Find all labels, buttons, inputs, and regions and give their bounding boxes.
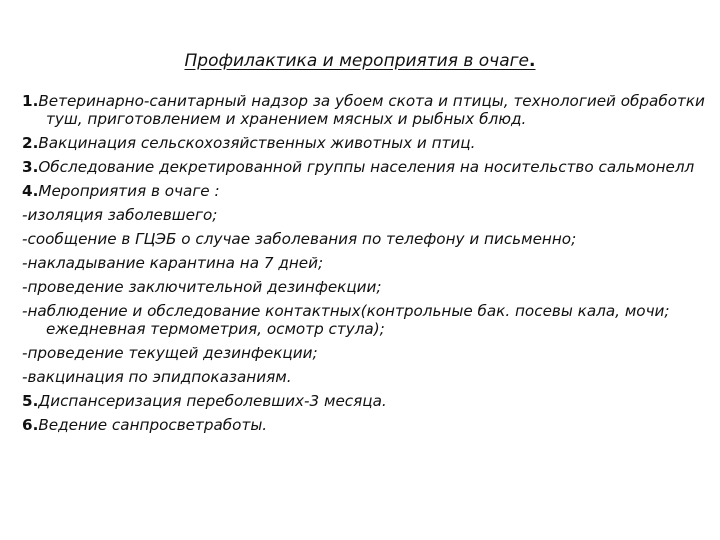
list-item	[22, 416, 712, 434]
item-text: -сообщение в ГЦЭБ о случае заболевания по телефону и письменно;	[22, 230, 577, 248]
item-number: 2.	[22, 134, 39, 152]
item-text: -вакцинация по эпидпоказаниям.	[22, 368, 292, 386]
item-text: -проведение заключительной дезинфекции;	[22, 278, 382, 296]
list-item	[22, 230, 712, 248]
item-number: 1.	[22, 92, 39, 110]
item-text: Обследование декретированной группы населения на носительство сальмонелл	[38, 158, 695, 176]
item-number: 6.	[22, 416, 39, 434]
item-text: -накладывание карантина на 7 дней;	[22, 254, 324, 272]
list-item	[22, 158, 712, 176]
item-text: Мероприятия в очаге :	[38, 182, 220, 200]
list-item	[22, 134, 712, 152]
slide-title-dot: .	[529, 51, 536, 71]
slide-title-text: Профилактика и мероприятия в очаге	[184, 51, 530, 71]
list-item	[22, 254, 712, 272]
item-text: Ведение санпросветработы.	[38, 416, 268, 434]
item-number: 4.	[22, 182, 39, 200]
list-item	[22, 344, 712, 362]
item-text: Ветеринарно-санитарный надзор за убоем скота и птицы, технологией обработки туш, приготовлением и хранением мясных и рыбных блюд.	[38, 92, 705, 128]
item-text: Диспансеризация переболевших-3 месяца.	[38, 392, 387, 410]
item-text: -проведение текущей дезинфекции;	[22, 344, 318, 362]
list-item	[22, 206, 712, 224]
item-number: 5.	[22, 392, 39, 410]
list-item	[22, 392, 712, 410]
item-number: 3.	[22, 158, 39, 176]
measures-list	[22, 92, 712, 440]
item-text: Вакцинация сельскохозяйственных животных и птиц.	[38, 134, 476, 152]
item-text: -изоляция заболевшего;	[22, 206, 218, 224]
list-item	[22, 302, 712, 338]
list-item	[22, 92, 712, 128]
slide-title	[0, 51, 720, 71]
list-item	[22, 182, 712, 200]
list-item	[22, 278, 712, 296]
list-item	[22, 368, 712, 386]
item-text: -наблюдение и обследование контактных(контрольные бак. посевы кала, мочи; ежедневная термометрия, осмотр стула);	[22, 302, 670, 338]
